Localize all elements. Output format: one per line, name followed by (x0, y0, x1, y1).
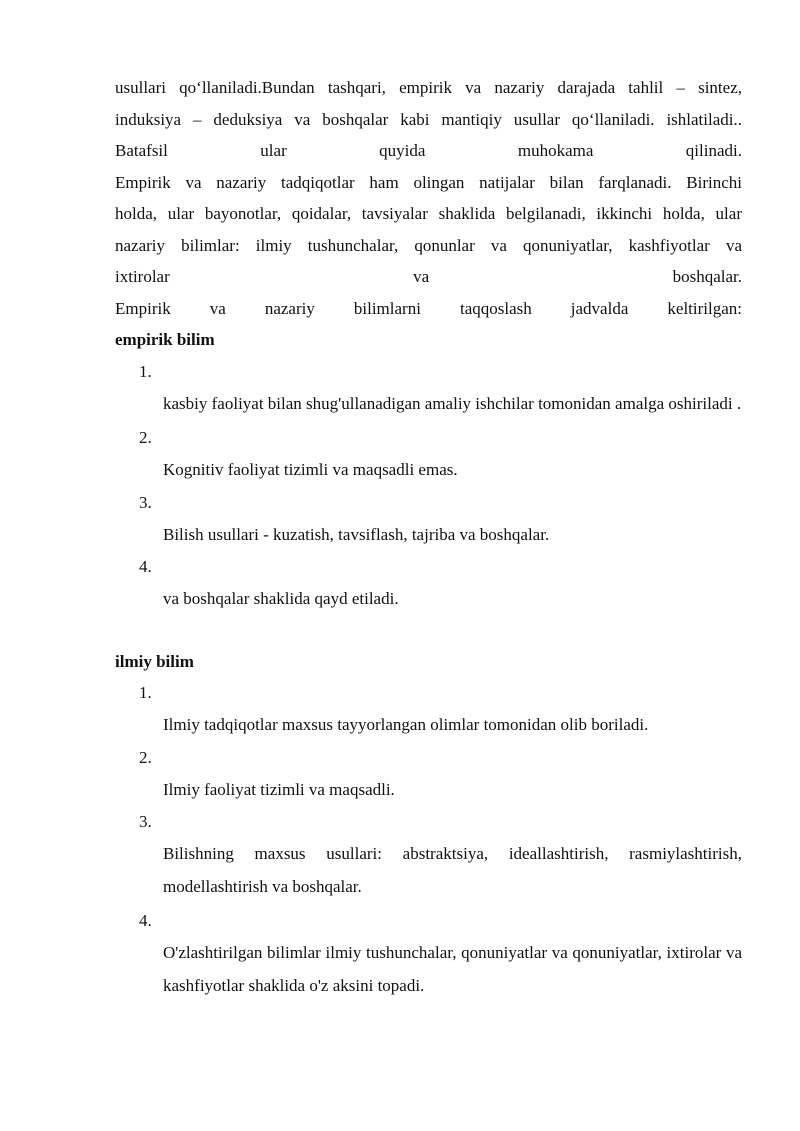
list-item-number: 1. (139, 683, 152, 702)
text-line: holda, ular bayonotlar, qoidalar, tavsiyalar shaklida belgilanadi, ikkinchi holda, ular (115, 204, 742, 223)
list-item-number: 2. (139, 747, 152, 767)
section-spacer (115, 616, 742, 646)
list-item-text: Ilmiy tadqiqotlar maxsus tayyorlangan olimlar tomonidan olib boriladi. (163, 715, 649, 734)
text-line: induksiya – deduksiya va boshqalar kabi mantiqiy usullar qo‘llaniladi. ishlatiladi.. (115, 109, 742, 129)
text-line: nazariy bilimlar: ilmiy tushunchalar, qonunlar va qonuniyatlar, kashfiyotlar va (115, 235, 742, 255)
list-item-number: 4. (139, 911, 152, 930)
list-item-number: 2. (139, 428, 152, 447)
list-item-text: Kognitiv faoliyat tizimli va maqsadli emas. (163, 460, 458, 479)
text-line: Batafsil ular quyida muhokama qilinadi. (115, 141, 742, 160)
list-item-text: O'zlashtirilgan bilimlar ilmiy tushunchalar, qonuniyatlar va qonuniyatlar, ixtirolar va kashfiyotlar shaklida o'z aksini topadi. (163, 943, 742, 995)
list-item-number: 1. (139, 361, 152, 381)
list-item-number: 3. (139, 492, 152, 512)
intro-paragraph (115, 72, 742, 324)
list-item-text: Bilish usullari - kuzatish, tavsiflash, tajriba va boshqalar. (163, 524, 550, 544)
empirical-knowledge-section (115, 324, 742, 616)
list-item-number: 3. (139, 812, 152, 831)
list-item-text: Ilmiy faoliyat tizimli va maqsadli. (163, 779, 395, 799)
list-item-text: Bilishning maxsus usullari: abstraktsiya, ideallashtirish, rasmiylashtirish, modellashtirish va boshqalar. (163, 844, 742, 896)
text-line: Empirik va nazariy tadqiqotlar ham olingan natijalar bilan farqlanadi. Birinchi (115, 172, 742, 192)
text-line: usullari qo‘llaniladi.Bundan tashqari, empirik va nazariy darajada tahlil – sintez, (115, 78, 742, 97)
list-item-number: 4. (139, 557, 152, 576)
list-item-text: va boshqalar shaklida qayd etiladi. (163, 589, 399, 608)
list-item-text: kasbiy faoliyat bilan shug'ullanadigan amaliy ishchilar tomonidan amalga oshiriladi . (163, 393, 742, 413)
section-heading: ilmiy bilim (115, 651, 194, 671)
scientific-knowledge-section (115, 646, 742, 1003)
section-heading: empirik bilim (115, 330, 215, 349)
text-line: ixtirolar va boshqalar. (115, 267, 742, 286)
text-line: Empirik va nazariy bilimlarni taqqoslash jadvalda keltirilgan: (115, 298, 742, 318)
